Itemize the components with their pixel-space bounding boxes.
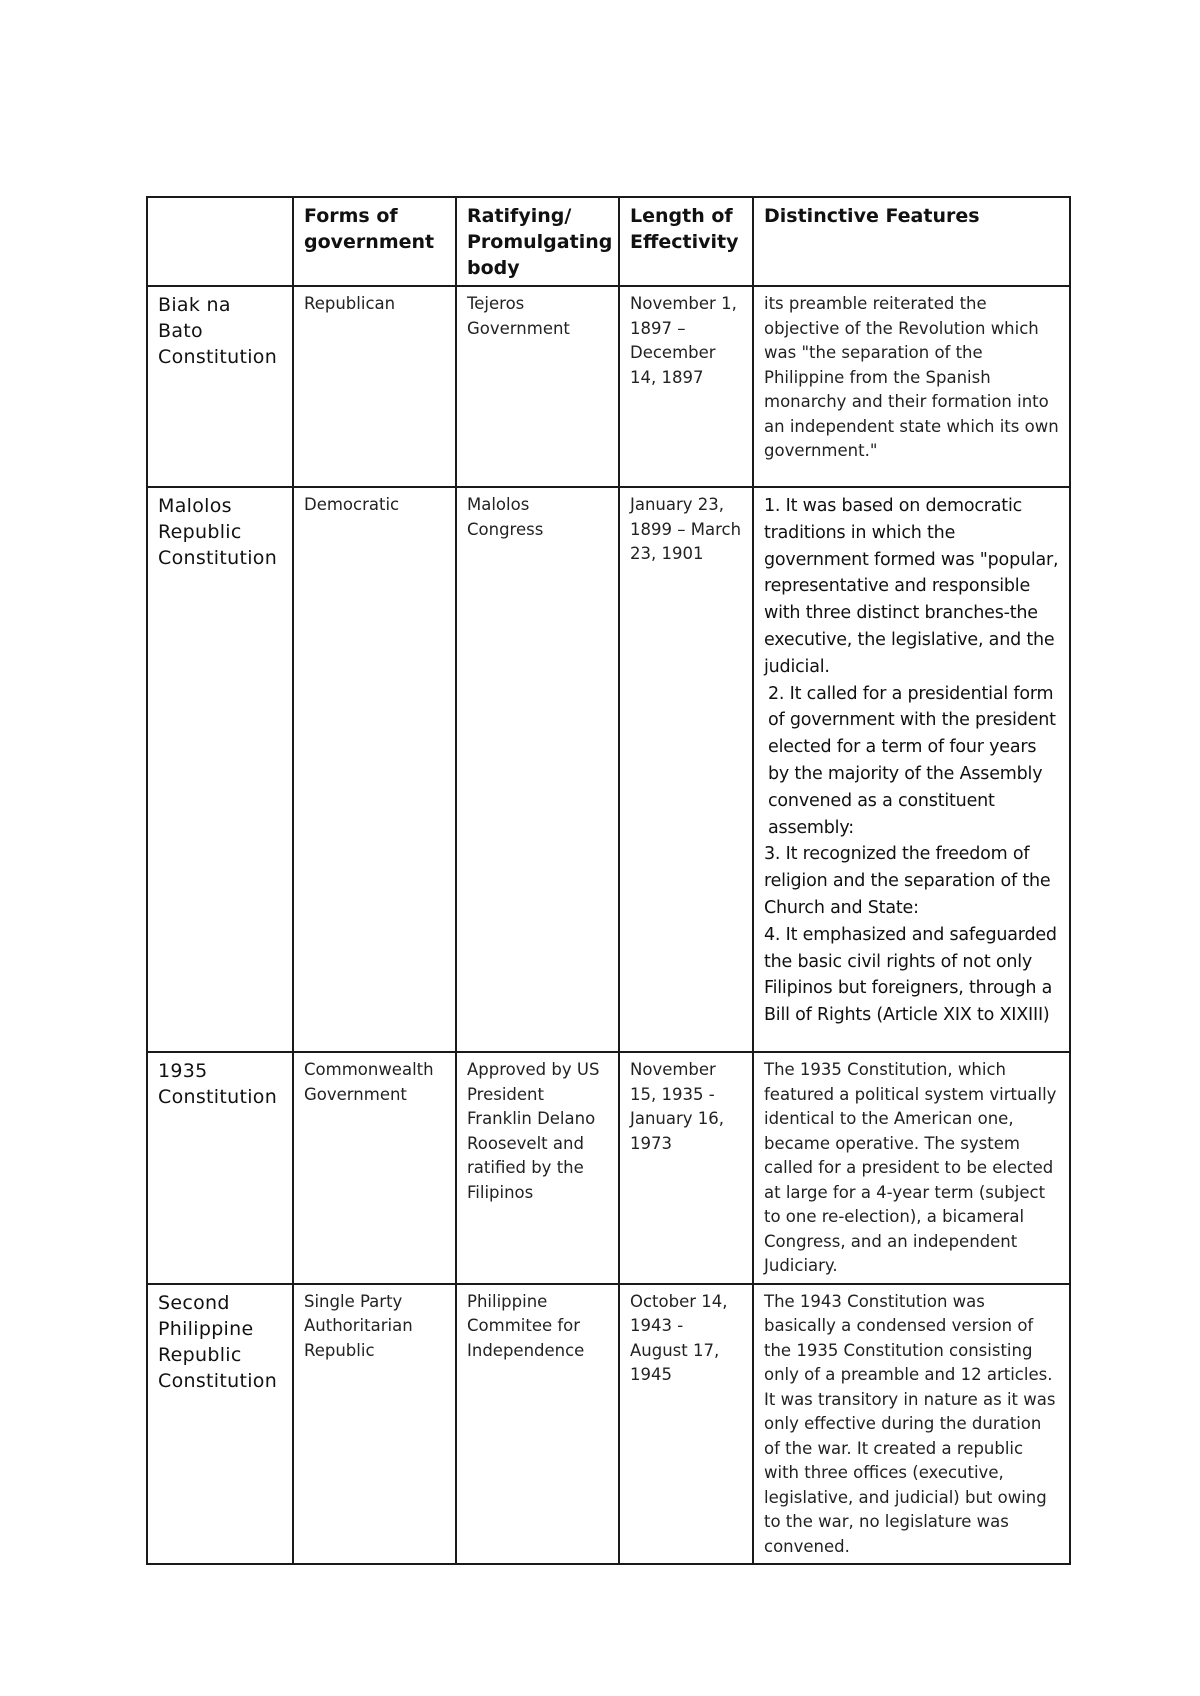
row-distinctive-features-list <box>753 487 1070 1052</box>
row-form-of-government: Commonwealth Government <box>293 1052 456 1284</box>
feature-item: 4. It emphasized and safeguarded the basic civil rights of not only Filipinos but foreigners, through a Bill of Rights (Article XIX to XIXIII) <box>764 924 1057 1026</box>
row-form-of-government: Republican <box>293 286 456 487</box>
table-row <box>147 286 1070 487</box>
feature-item: 3. It recognized the freedom of religion and the separation of the Church and State: <box>764 844 1051 918</box>
row-ratifying-body: Malolos Congress <box>456 487 619 1052</box>
header-cell-ratifying: Ratifying/ Promulgating body <box>456 197 619 286</box>
header-cell-blank <box>147 197 293 286</box>
constitutions-table <box>146 196 1071 1565</box>
table-row <box>147 1284 1070 1565</box>
table-row <box>147 487 1070 1052</box>
row-constitution-name: 1935 Constitution <box>147 1052 293 1284</box>
row-distinctive-features: The 1943 Constitution was basically a condensed version of the 1935 Constitution consisting only of a preamble and 12 articles. It was transitory in nature as it was only effective during the duration of the war. It created a republic with three offices (executive, legislative, and judicial) but owing to the war, no legislature was convened. <box>753 1284 1070 1565</box>
row-length-of-effectivity: November 1, 1897 – December 14, 1897 <box>619 286 753 487</box>
header-cell-features: Distinctive Features <box>753 197 1070 286</box>
row-form-of-government: Democratic <box>293 487 456 1052</box>
row-distinctive-features: The 1935 Constitution, which featured a political system virtually identical to the American one, became operative. The system called for a president to be elected at large for a 4-year term (subject to one re-election), a bicameral Congress, and an independent Judiciary. <box>753 1052 1070 1284</box>
row-ratifying-body: Approved by US President Franklin Delano Roosevelt and ratified by the Filipinos <box>456 1052 619 1284</box>
row-form-of-government: Single Party Authoritarian Republic <box>293 1284 456 1565</box>
row-length-of-effectivity: January 23, 1899 – March 23, 1901 <box>619 487 753 1052</box>
row-length-of-effectivity: October 14, 1943 - August 17, 1945 <box>619 1284 753 1565</box>
feature-item: 1. It was based on democratic traditions in which the government formed was "popular, representative and responsible with three distinct branches-the executive, the legislative, and the judicial. <box>764 496 1059 677</box>
header-cell-length: Length of Effectivity <box>619 197 753 286</box>
row-constitution-name: Malolos Republic Constitution <box>147 487 293 1052</box>
row-constitution-name: Biak na Bato Constitution <box>147 286 293 487</box>
table-row <box>147 1052 1070 1284</box>
header-cell-forms: Forms of government <box>293 197 456 286</box>
row-constitution-name: Second Philippine Republic Constitution <box>147 1284 293 1565</box>
table-header-row <box>147 197 1070 286</box>
feature-item: 2. It called for a presidential form of government with the president elected for a term of four years by the majority of the Assembly convened as a constituent assembly: <box>768 683 1056 838</box>
row-ratifying-body: Philippine Commitee for Independence <box>456 1284 619 1565</box>
row-ratifying-body: Tejeros Government <box>456 286 619 487</box>
row-length-of-effectivity: November 15, 1935 - January 16, 1973 <box>619 1052 753 1284</box>
row-distinctive-features: its preamble reiterated the objective of the Revolution which was "the separation of the Philippine from the Spanish monarchy and their formation into an independent state which its own government." <box>753 286 1070 487</box>
